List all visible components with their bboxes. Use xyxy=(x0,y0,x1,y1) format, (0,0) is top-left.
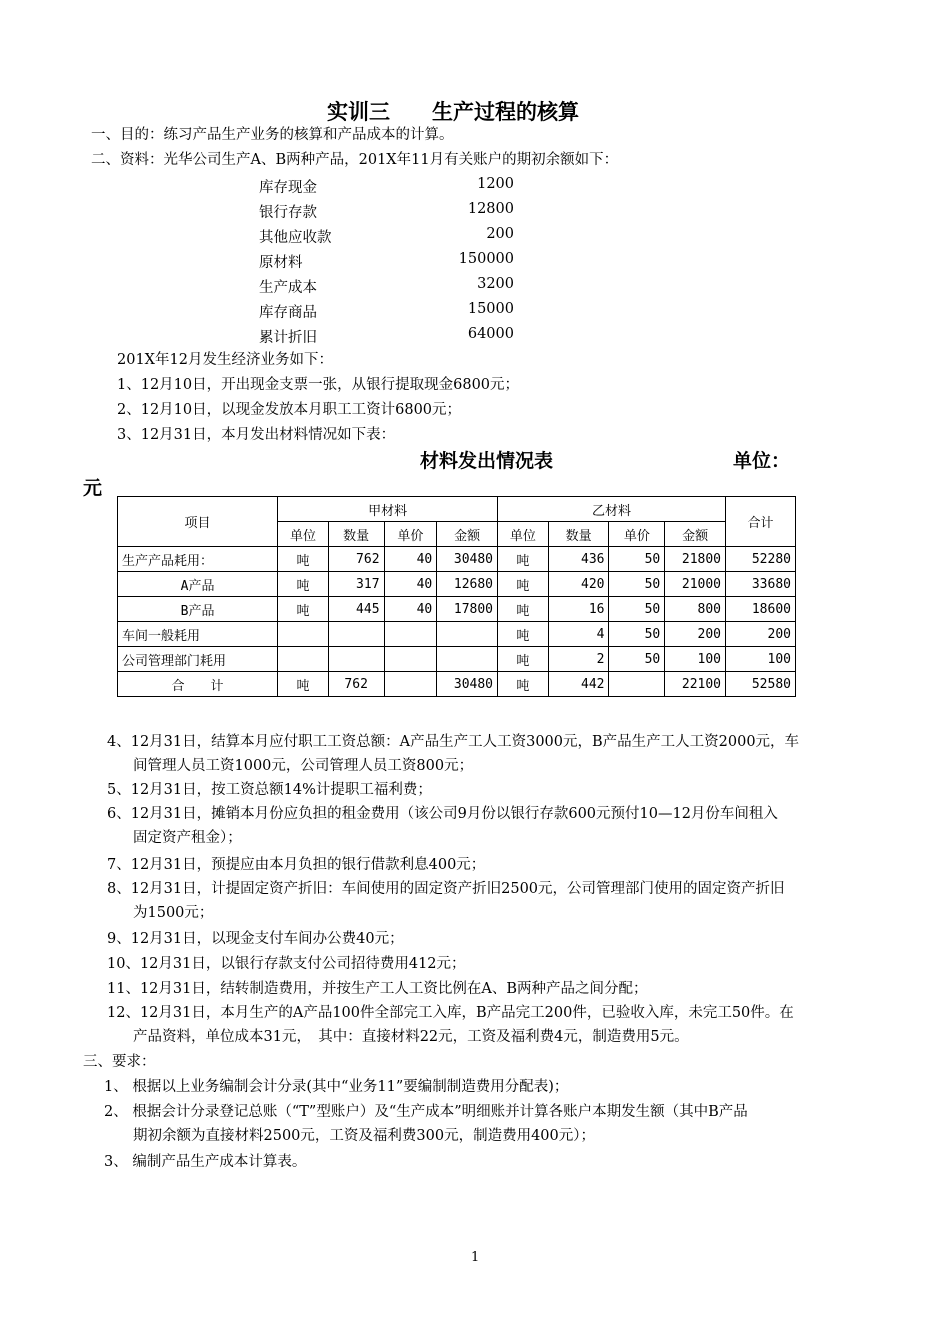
cell: 吨 xyxy=(498,647,549,672)
cell: 吨 xyxy=(278,672,329,697)
balance-name: 累计折旧 xyxy=(259,330,317,346)
cell: 吨 xyxy=(498,622,549,647)
cell: 800 xyxy=(665,597,726,622)
balance-name: 生产成本 xyxy=(259,280,317,296)
transaction-item-cont: 产品资料，单位成本31元， 其中：直接材料22元，工资及福利费4元，制造费用5元。 xyxy=(133,1029,689,1045)
balance-name: 原材料 xyxy=(259,255,303,271)
cell: 吨 xyxy=(278,597,329,622)
cell xyxy=(328,622,384,647)
row-label: 公司管理部门耗用 xyxy=(118,647,278,672)
cell: 吨 xyxy=(278,547,329,572)
cell xyxy=(384,672,437,697)
subheader-cell: 金额 xyxy=(437,522,498,547)
balance-value: 3200 xyxy=(477,276,514,292)
balance-value: 150000 xyxy=(458,251,514,267)
balance-value: 1200 xyxy=(477,176,514,192)
transaction-item: 2、12月10日，以现金发放本月职工工资计6800元； xyxy=(117,402,462,418)
cell: 吨 xyxy=(498,597,549,622)
cell: 762 xyxy=(328,547,384,572)
december-intro: 201X年12月发生经济业务如下： xyxy=(117,352,333,368)
cell: 30480 xyxy=(437,672,498,697)
cell xyxy=(384,622,437,647)
transaction-item: 4、12月31日，结算本月应付职工工资总额：A产品生产工人工资3000元，B产品生产工人工资2000元，车 xyxy=(107,734,800,750)
transaction-item: 5、12月31日，按工资总额14%计提职工福利费； xyxy=(107,782,432,798)
cell: 吨 xyxy=(498,672,549,697)
cell: 40 xyxy=(384,547,437,572)
balance-name: 银行存款 xyxy=(259,205,317,221)
cell: 17800 xyxy=(437,597,498,622)
cell xyxy=(437,622,498,647)
page-title: 实训三 生产过程的核算 xyxy=(327,100,579,124)
unit-label: 单位： xyxy=(733,450,791,472)
row-label: 生产产品耗用： xyxy=(118,547,278,572)
subheader-cell: 数量 xyxy=(328,522,384,547)
materials-table xyxy=(117,496,796,697)
cell: 445 xyxy=(328,597,384,622)
table-row xyxy=(118,572,796,597)
cell: 33680 xyxy=(726,572,796,597)
requirement-item-cont: 期初余额为直接材料2500元，工资及福利费300元，制造费用400元）； xyxy=(133,1128,596,1144)
subheader-cell: 金额 xyxy=(665,522,726,547)
cell: 吨 xyxy=(278,572,329,597)
subheader-cell: 单价 xyxy=(609,522,665,547)
materials-intro: 二、资料：光华公司生产A、B两种产品，201X年11月有关账户的期初余额如下： xyxy=(91,152,619,168)
cell: 200 xyxy=(726,622,796,647)
cell xyxy=(278,647,329,672)
transaction-item: 10、12月31日，以银行存款支付公司招待费用412元； xyxy=(107,956,466,972)
cell: 50 xyxy=(609,622,665,647)
transaction-item: 11、12月31日，结转制造费用，并按生产工人工资比例在A、B两种产品之间分配； xyxy=(107,981,648,997)
balance-name: 其他应收款 xyxy=(259,230,332,246)
transaction-item: 1、12月10日，开出现金支票一张，从银行提取现金6800元； xyxy=(117,377,520,393)
row-label: B产品 xyxy=(118,597,278,622)
unit-value: 元 xyxy=(83,477,103,499)
cell: 317 xyxy=(328,572,384,597)
cell: 50 xyxy=(609,572,665,597)
cell: 50 xyxy=(609,597,665,622)
transaction-item-cont: 为1500元； xyxy=(133,905,214,921)
cell: 4 xyxy=(548,622,609,647)
cell: 18600 xyxy=(726,597,796,622)
header-item: 项目 xyxy=(118,497,278,547)
subheader-cell: 单价 xyxy=(384,522,437,547)
balance-name: 库存现金 xyxy=(259,180,317,196)
cell: 52280 xyxy=(726,547,796,572)
table-row xyxy=(118,647,796,672)
transaction-item: 6、12月31日，摊销本月份应负担的租金费用（该公司9月份以银行存款600元预付10—12月份车间租入 xyxy=(107,806,778,822)
cell: 吨 xyxy=(498,547,549,572)
subheader-cell: 单位 xyxy=(278,522,329,547)
table-header-row xyxy=(118,497,796,522)
cell: 吨 xyxy=(498,572,549,597)
balance-value: 12800 xyxy=(467,201,514,217)
cell: 40 xyxy=(384,572,437,597)
table-title: 材料发出情况表 xyxy=(420,450,554,472)
balance-value: 64000 xyxy=(467,326,514,342)
table-row xyxy=(118,622,796,647)
requirements-title: 三、要求： xyxy=(83,1054,156,1070)
header-total: 合计 xyxy=(726,497,796,547)
cell: 100 xyxy=(665,647,726,672)
purpose-line: 一、目的：练习产品生产业务的核算和产品成本的计算。 xyxy=(91,127,454,143)
cell: 21800 xyxy=(665,547,726,572)
cell xyxy=(437,647,498,672)
cell: 436 xyxy=(548,547,609,572)
requirement-item: 2、 根据会计分录登记总账（“T”型账户）及“生产成本”明细账并计算各账户本期发生额（其中B产品 xyxy=(104,1104,748,1120)
transaction-item-cont: 间管理人员工资1000元，公司管理人员工资800元； xyxy=(133,758,474,774)
requirement-item: 3、 编制产品生产成本计算表。 xyxy=(104,1154,307,1170)
row-label: 车间一般耗用 xyxy=(118,622,278,647)
header-material-b: 乙材料 xyxy=(498,497,726,522)
transaction-item: 3、12月31日，本月发出材料情况如下表： xyxy=(117,427,396,443)
cell: 200 xyxy=(665,622,726,647)
transaction-item: 9、12月31日，以现金支付车间办公费40元； xyxy=(107,931,404,947)
subheader-cell: 数量 xyxy=(548,522,609,547)
requirement-item: 1、 根据以上业务编制会计分录(其中“业务11”要编制制造费用分配表)； xyxy=(104,1079,569,1095)
cell: 420 xyxy=(548,572,609,597)
row-label: A产品 xyxy=(118,572,278,597)
cell xyxy=(278,622,329,647)
transaction-item: 8、12月31日，计提固定资产折旧：车间使用的固定资产折旧2500元，公司管理部门使用的固定资产折旧 xyxy=(107,881,785,897)
transaction-item: 12、12月31日，本月生产的A产品100件全部完工入库，B产品完工200件，已验收入库，未完工50件。在 xyxy=(107,1005,794,1021)
balance-name: 库存商品 xyxy=(259,305,317,321)
header-material-a: 甲材料 xyxy=(278,497,498,522)
cell: 12680 xyxy=(437,572,498,597)
cell: 40 xyxy=(384,597,437,622)
page-number: 1 xyxy=(471,1250,480,1265)
balance-value: 15000 xyxy=(467,301,514,317)
cell: 2 xyxy=(548,647,609,672)
transaction-item: 7、12月31日，预提应由本月负担的银行借款利息400元； xyxy=(107,857,486,873)
cell: 30480 xyxy=(437,547,498,572)
balance-value: 200 xyxy=(486,226,514,242)
cell: 21000 xyxy=(665,572,726,597)
cell xyxy=(328,647,384,672)
cell: 762 xyxy=(328,672,384,697)
cell: 50 xyxy=(609,547,665,572)
cell: 52580 xyxy=(726,672,796,697)
cell: 50 xyxy=(609,647,665,672)
cell: 16 xyxy=(548,597,609,622)
table-total-row xyxy=(118,672,796,697)
cell: 442 xyxy=(548,672,609,697)
cell: 22100 xyxy=(665,672,726,697)
table-row xyxy=(118,597,796,622)
cell: 100 xyxy=(726,647,796,672)
transaction-item-cont: 固定资产租金）； xyxy=(133,830,242,846)
row-label: 合 计 xyxy=(118,672,278,697)
cell xyxy=(384,647,437,672)
cell xyxy=(609,672,665,697)
subheader-cell: 单位 xyxy=(498,522,549,547)
table-row xyxy=(118,547,796,572)
